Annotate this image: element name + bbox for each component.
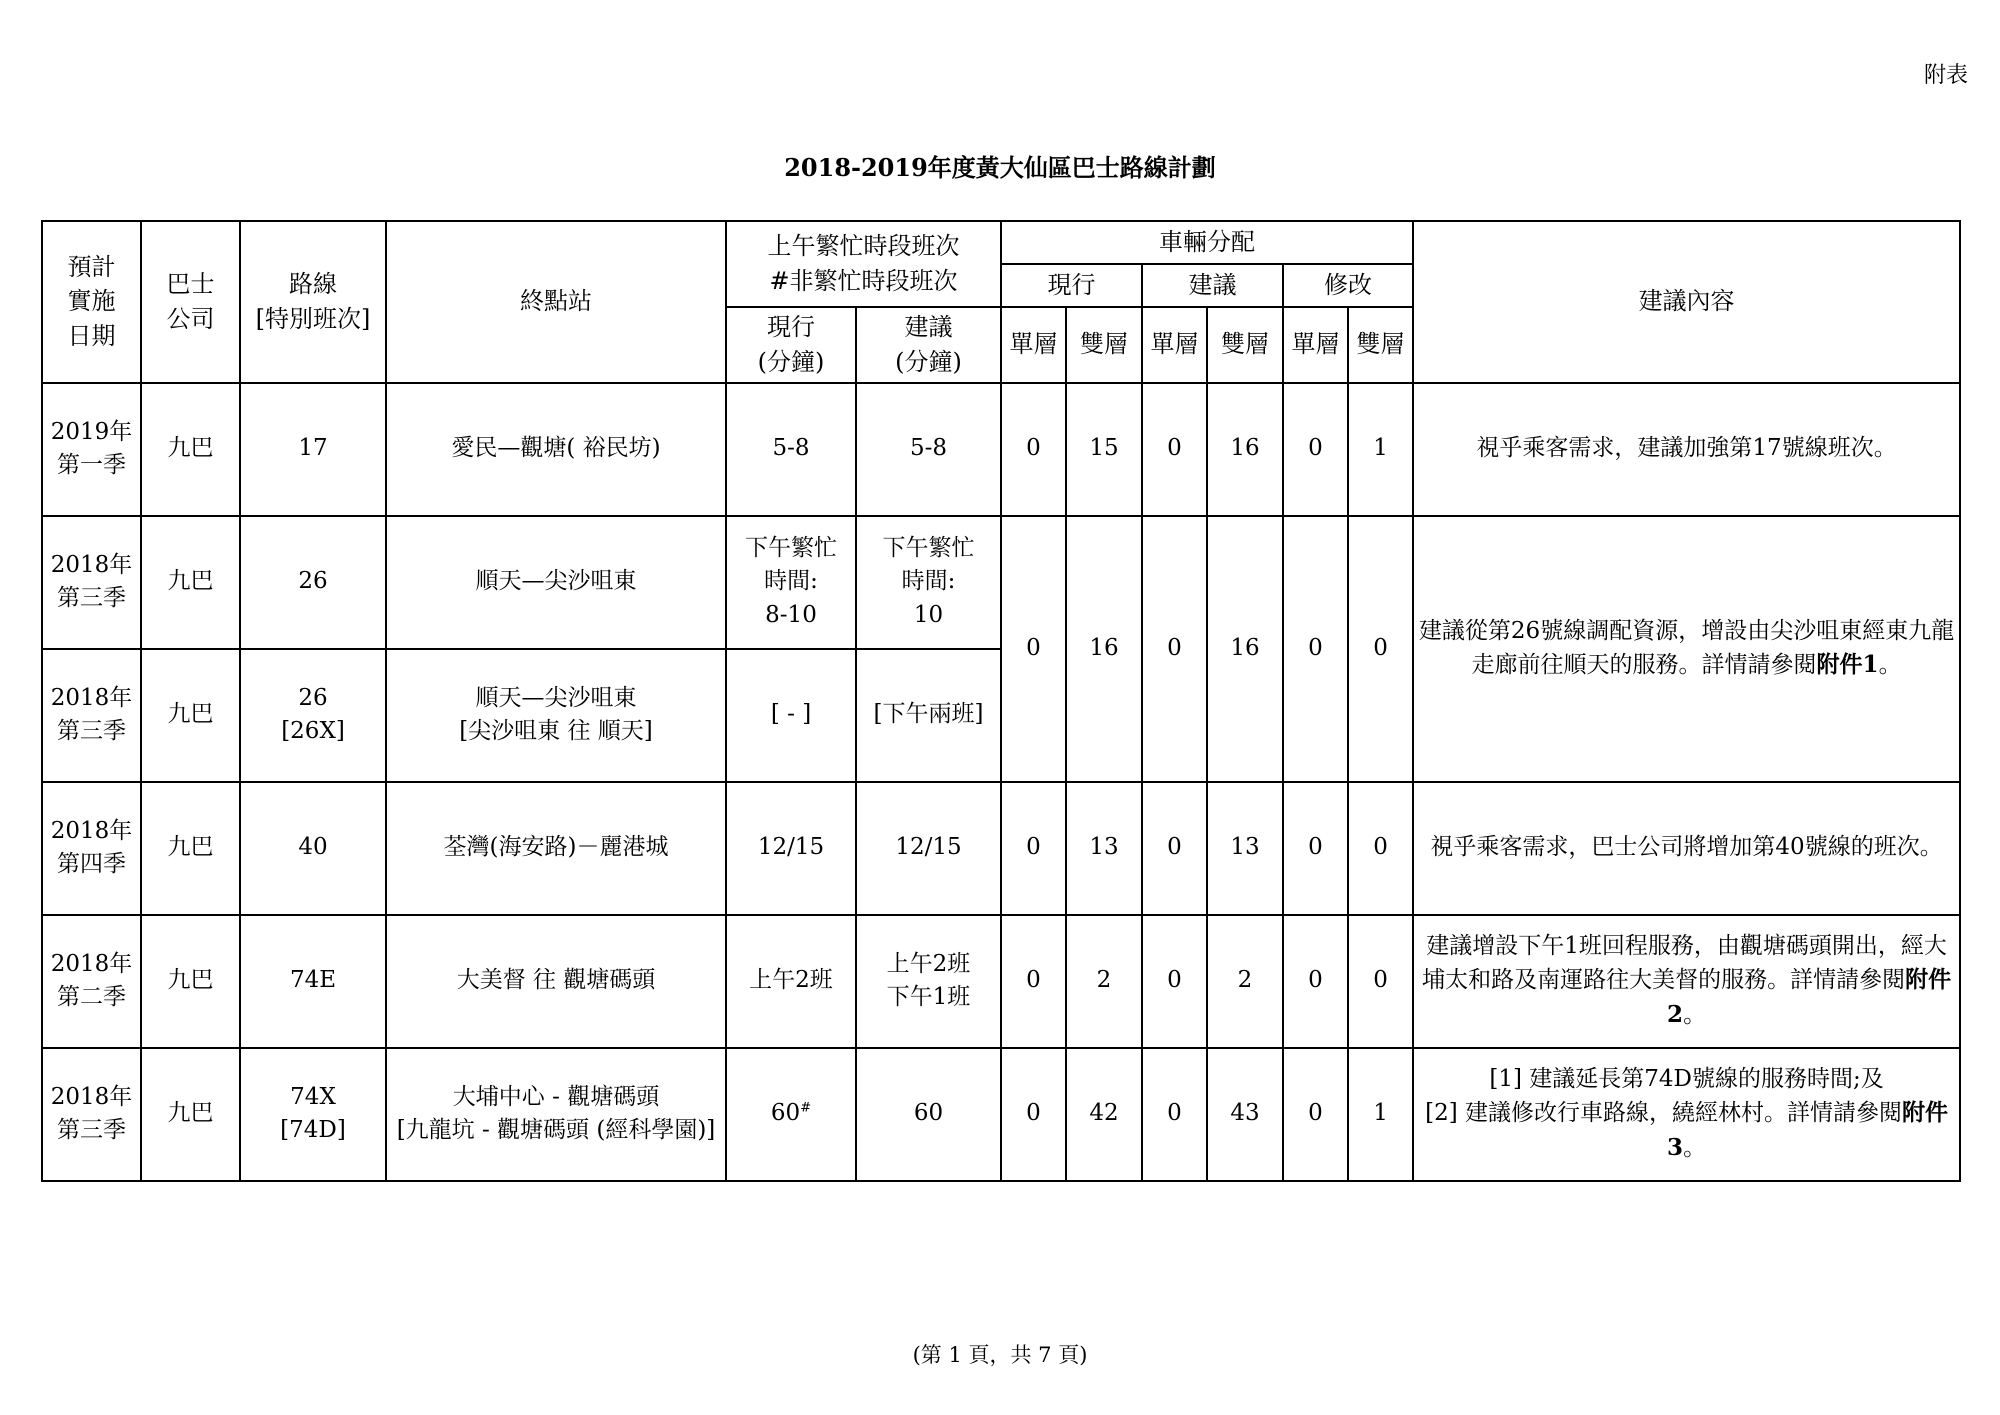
route-cell: 74E [240,915,386,1048]
freq-proposed-cell: 下午繁忙 時間: 10 [856,516,1001,649]
veh-cell: 0 [1001,516,1066,782]
annex-label: 附表 [1923,63,1968,88]
veh-cell: 43 [1207,1048,1283,1181]
terminus-cell: 順天—尖沙咀東 [尖沙咀東 往 順天] [386,649,726,782]
route-cell: 74X [74D] [240,1048,386,1181]
table-row [42,915,1960,1048]
freq-current-cell: 上午2班 [726,915,856,1048]
header-double-deck: 雙層 [1066,307,1142,383]
header-double-deck: 雙層 [1207,307,1283,383]
date-cell: 2018年 第三季 [42,516,141,649]
bus-route-plan-table [41,220,1961,1182]
page-title: 2018-2019年度黃大仙區巴士路線計劃 [784,153,1216,182]
header-freq-current: 現行 (分鐘) [726,307,856,383]
date-cell: 2019年 第一季 [42,383,141,516]
veh-cell: 0 [1142,383,1207,516]
company-cell: 九巴 [141,649,240,782]
freq-current-cell: 5-8 [726,383,856,516]
freq-proposed-cell: 12/15 [856,782,1001,915]
table-row [42,383,1960,516]
veh-cell: 0 [1142,1048,1207,1181]
route-cell: 40 [240,782,386,915]
route-cell: 17 [240,383,386,516]
veh-cell: 1 [1348,1048,1413,1181]
veh-cell: 0 [1142,516,1207,782]
veh-cell: 16 [1207,383,1283,516]
proposal-cell: 建議增設下午1班回程服務，由觀塘碼頭開出，經大埔太和路及南運路往大美督的服務。詳情請參閱附件2。 [1413,915,1960,1048]
table-row [42,1048,1960,1181]
header-date: 預計 實施 日期 [42,221,141,383]
header-terminus: 終點站 [386,221,726,383]
veh-cell: 0 [1001,915,1066,1048]
veh-cell: 0 [1001,782,1066,915]
terminus-cell: 愛民—觀塘( 裕民坊) [386,383,726,516]
terminus-cell: 大美督 往 觀塘碼頭 [386,915,726,1048]
company-cell: 九巴 [141,1048,240,1181]
header-route: 路線 [特別班次] [240,221,386,383]
veh-cell: 0 [1001,383,1066,516]
header-veh-change: 修改 [1283,264,1413,307]
company-cell: 九巴 [141,915,240,1048]
veh-cell: 13 [1066,782,1142,915]
veh-cell: 0 [1348,516,1413,782]
non-peak-marker: # [800,1100,812,1116]
freq-current-cell: 下午繁忙 時間: 8-10 [726,516,856,649]
company-cell: 九巴 [141,383,240,516]
veh-cell: 0 [1348,915,1413,1048]
terminus-cell: 荃灣(海安路)－麗港城 [386,782,726,915]
veh-cell: 0 [1283,782,1348,915]
veh-cell: 0 [1283,383,1348,516]
header-company: 巴士 公司 [141,221,240,383]
freq-proposed-cell: [下午兩班] [856,649,1001,782]
date-cell: 2018年 第三季 [42,649,141,782]
header-single-deck: 單層 [1283,307,1348,383]
proposal-cell: 建議從第26號線調配資源，增設由尖沙咀東經東九龍走廊前往順天的服務。詳情請參閱附件1。 [1413,516,1960,782]
date-cell: 2018年 第三季 [42,1048,141,1181]
header-single-deck: 單層 [1001,307,1066,383]
header-single-deck: 單層 [1142,307,1207,383]
header-veh-current: 現行 [1001,264,1142,307]
proposal-cell: 視乎乘客需求，建議加強第17號線班次。 [1413,383,1960,516]
header-vehicles: 車輛分配 [1001,221,1413,264]
date-cell: 2018年 第四季 [42,782,141,915]
header-freq-proposed: 建議 (分鐘) [856,307,1001,383]
veh-cell: 0 [1283,915,1348,1048]
veh-cell: 0 [1348,782,1413,915]
freq-current-cell: 12/15 [726,782,856,915]
header-frequency: 上午繁忙時段班次 #非繁忙時段班次 [726,221,1001,307]
veh-cell: 0 [1142,782,1207,915]
route-cell: 26 [240,516,386,649]
proposal-cell: [1] 建議延長第74D號線的服務時間;及 [2] 建議修改行車路線，繞經林村。詳情請參閱附件3。 [1413,1048,1960,1181]
terminus-cell: 大埔中心 - 觀塘碼頭 [九龍坑 - 觀塘碼頭 (經科學園)] [386,1048,726,1181]
veh-cell: 1 [1348,383,1413,516]
veh-cell: 0 [1142,915,1207,1048]
route-cell: 26 [26X] [240,649,386,782]
freq-proposed-cell: 60 [856,1048,1001,1181]
veh-cell: 2 [1066,915,1142,1048]
table-row [42,516,1960,649]
header-proposal: 建議內容 [1413,221,1960,383]
terminus-cell: 順天—尖沙咀東 [386,516,726,649]
freq-proposed-cell: 上午2班 下午1班 [856,915,1001,1048]
date-cell: 2018年 第二季 [42,915,141,1048]
freq-proposed-cell: 5-8 [856,383,1001,516]
freq-current-cell: 60# [726,1048,856,1181]
veh-cell: 0 [1283,1048,1348,1181]
veh-cell: 0 [1283,516,1348,782]
veh-cell: 42 [1066,1048,1142,1181]
company-cell: 九巴 [141,782,240,915]
veh-cell: 2 [1207,915,1283,1048]
veh-cell: 15 [1066,383,1142,516]
veh-cell: 13 [1207,782,1283,915]
table-row [42,782,1960,915]
freq-current-cell: [ - ] [726,649,856,782]
veh-cell: 0 [1001,1048,1066,1181]
veh-cell: 16 [1066,516,1142,782]
page-number: (第 1 頁，共 7 頁) [912,1343,1088,1367]
proposal-cell: 視乎乘客需求，巴士公司將增加第40號線的班次。 [1413,782,1960,915]
header-double-deck: 雙層 [1348,307,1413,383]
company-cell: 九巴 [141,516,240,649]
header-veh-proposed: 建議 [1142,264,1283,307]
veh-cell: 16 [1207,516,1283,782]
